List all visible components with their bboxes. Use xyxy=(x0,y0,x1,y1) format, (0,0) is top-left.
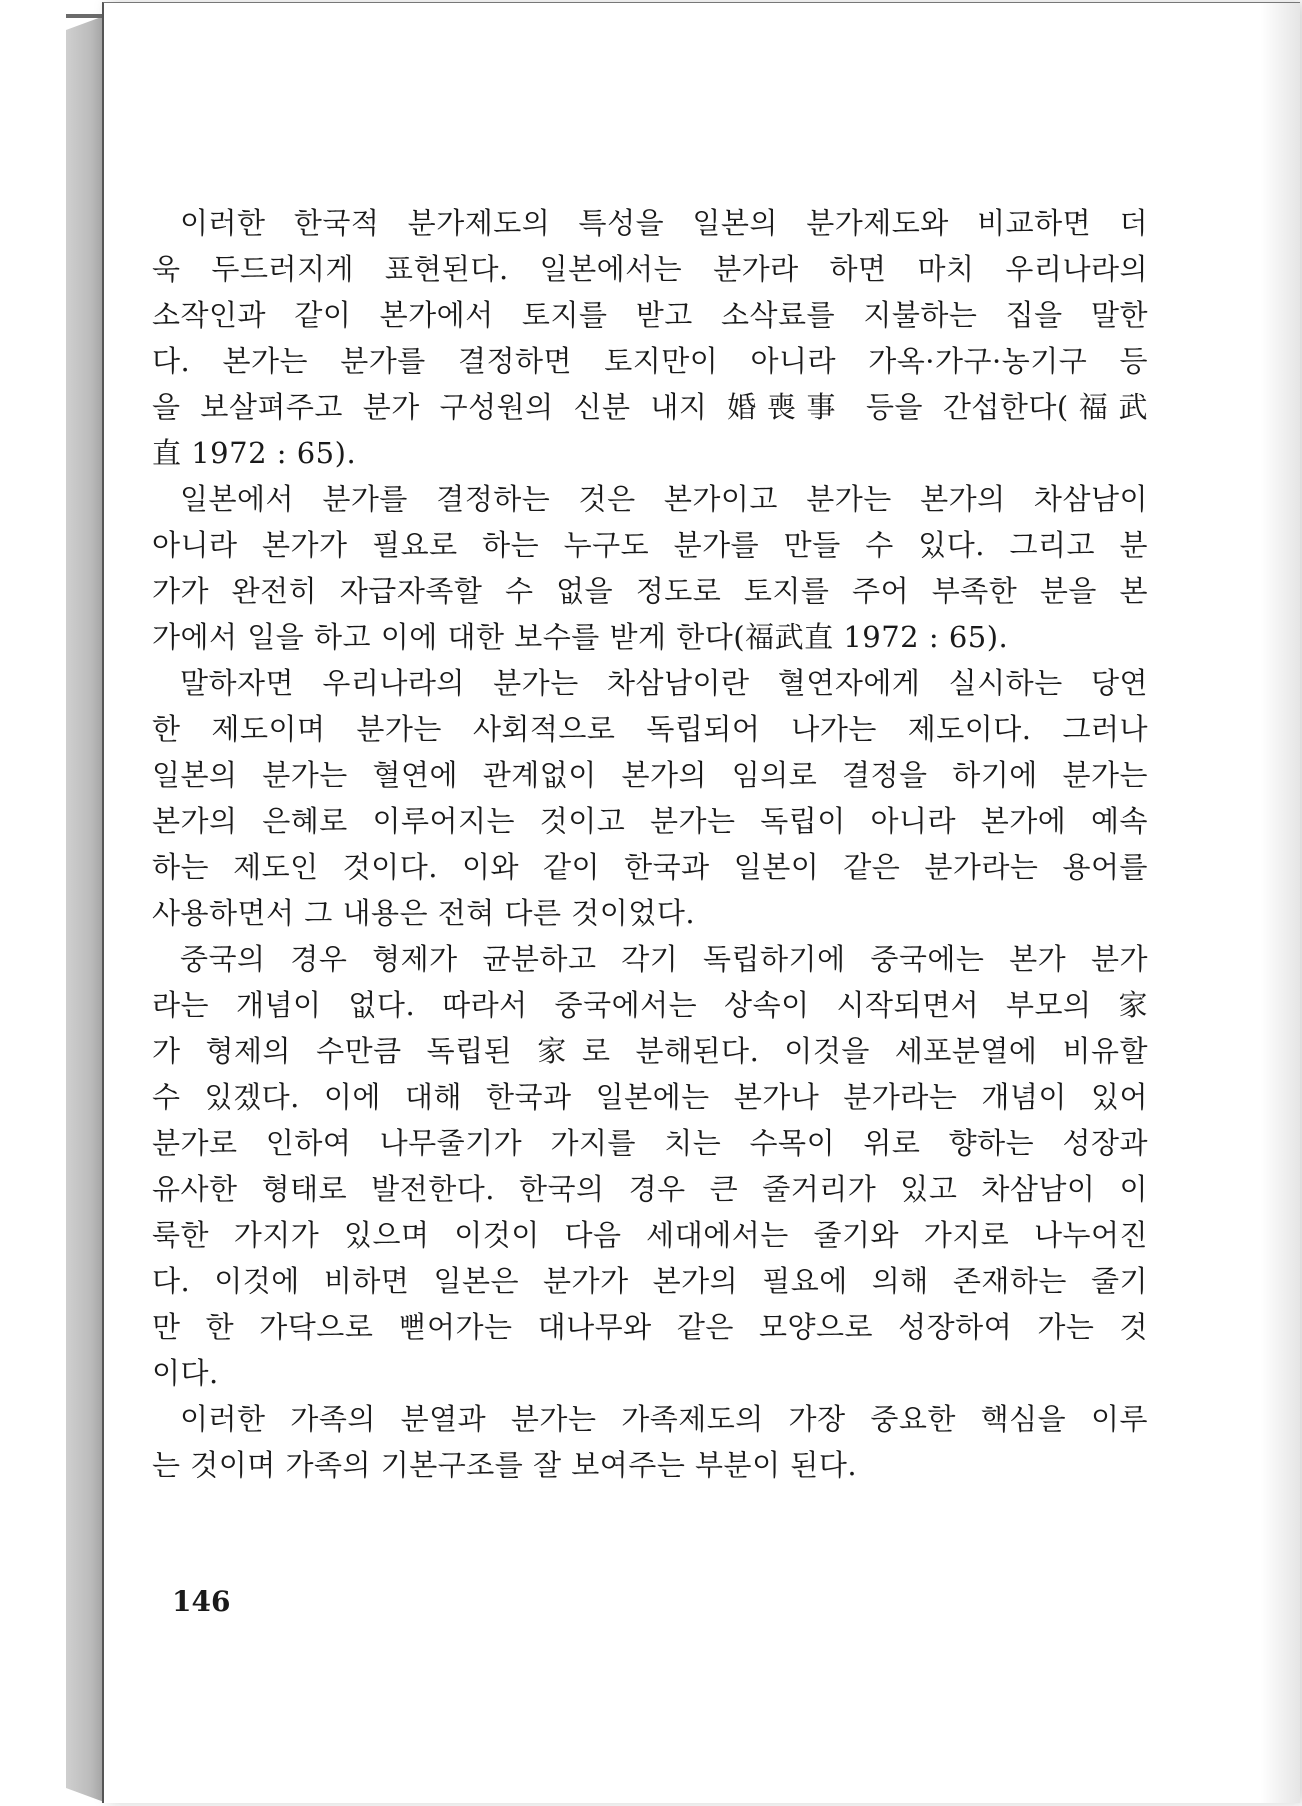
text-line: 直 1972 : 65). xyxy=(152,436,357,470)
text-line: 본가의 은혜로 이루어지는 것이고 분가는 독립이 아니라 본가에 예속 xyxy=(152,804,1148,838)
text-line: 한 제도이며 분가는 사회적으로 독립되어 나가는 제도이다. 그러나 xyxy=(152,712,1148,746)
book-top-edge xyxy=(66,14,104,18)
text-line: 분가로 인하여 나무줄기가 가지를 치는 수목이 위로 향하는 성장과 xyxy=(152,1126,1148,1160)
text-line: 소작인과 같이 본가에서 토지를 받고 소삭료를 지불하는 집을 말한 xyxy=(152,298,1148,332)
paragraph-list xyxy=(152,200,1148,1488)
text-line: 룩한 가지가 있으며 이것이 다음 세대에서는 줄기와 가지로 나누어진 xyxy=(152,1218,1148,1252)
text-line: 욱 두드러지게 표현된다. 일본에서는 분가라 하면 마치 우리나라의 xyxy=(152,252,1148,286)
text-line: 유사한 형태로 발전한다. 한국의 경우 큰 줄거리가 있고 차삼남이 이 xyxy=(152,1172,1148,1206)
text-line: 수 있겠다. 이에 대해 한국과 일본에는 본가나 분가라는 개념이 있어 xyxy=(152,1080,1148,1114)
text-line: 이러한 가족의 분열과 분가는 가족제도의 가장 중요한 핵심을 이루 xyxy=(180,1402,1148,1436)
text-line: 일본에서 분가를 결정하는 것은 본가이고 분가는 본가의 차삼남이 xyxy=(180,482,1148,516)
page-shadow xyxy=(1260,3,1300,1803)
text-line: 하는 제도인 것이다. 이와 같이 한국과 일본이 같은 분가라는 용어를 xyxy=(152,850,1148,884)
text-line: 이다. xyxy=(152,1356,219,1390)
text-line: 만 한 가닥으로 뻗어가는 대나무와 같은 모양으로 성장하여 가는 것 xyxy=(152,1310,1148,1344)
page-number: 146 xyxy=(172,1585,231,1618)
text-line: 이러한 한국적 분가제도의 특성을 일본의 분가제도와 비교하면 더 xyxy=(180,206,1148,240)
text-line: 가 형제의 수만큼 독립된 家로 분해된다. 이것을 세포분열에 비유할 xyxy=(152,1034,1148,1068)
text-line: 말하자면 우리나라의 분가는 차삼남이란 혈연자에게 실시하는 당연 xyxy=(180,666,1148,700)
text-line: 을 보살펴주고 분가 구성원의 신분 내지 婚喪事 등을 간섭한다(福武 xyxy=(152,390,1148,424)
book-spine xyxy=(66,16,104,1802)
text-line: 라는 개념이 없다. 따라서 중국에서는 상속이 시작되면서 부모의 家 xyxy=(152,988,1148,1022)
text-line: 중국의 경우 형제가 균분하고 각기 독립하기에 중국에는 본가 분가 xyxy=(180,942,1148,976)
text-line: 가에서 일을 하고 이에 대한 보수를 받게 한다(福武直 1972 : 65). xyxy=(152,620,1009,654)
text-line: 사용하면서 그 내용은 전혀 다른 것이었다. xyxy=(152,896,696,930)
text-line: 가가 완전히 자급자족할 수 없을 정도로 토지를 주어 부족한 분을 본 xyxy=(152,574,1148,608)
text-line: 다. 본가는 분가를 결정하면 토지만이 아니라 가옥·가구·농기구 등 xyxy=(152,344,1148,378)
text-line: 는 것이며 가족의 기본구조를 잘 보여주는 부분이 된다. xyxy=(152,1448,858,1482)
text-line: 아니라 본가가 필요로 하는 누구도 분가를 만들 수 있다. 그리고 분 xyxy=(152,528,1148,562)
text-line: 일본의 분가는 혈연에 관계없이 본가의 임의로 결정을 하기에 분가는 xyxy=(152,758,1148,792)
body-text xyxy=(152,200,1148,1488)
text-line: 다. 이것에 비하면 일본은 분가가 본가의 필요에 의해 존재하는 줄기 xyxy=(152,1264,1148,1298)
